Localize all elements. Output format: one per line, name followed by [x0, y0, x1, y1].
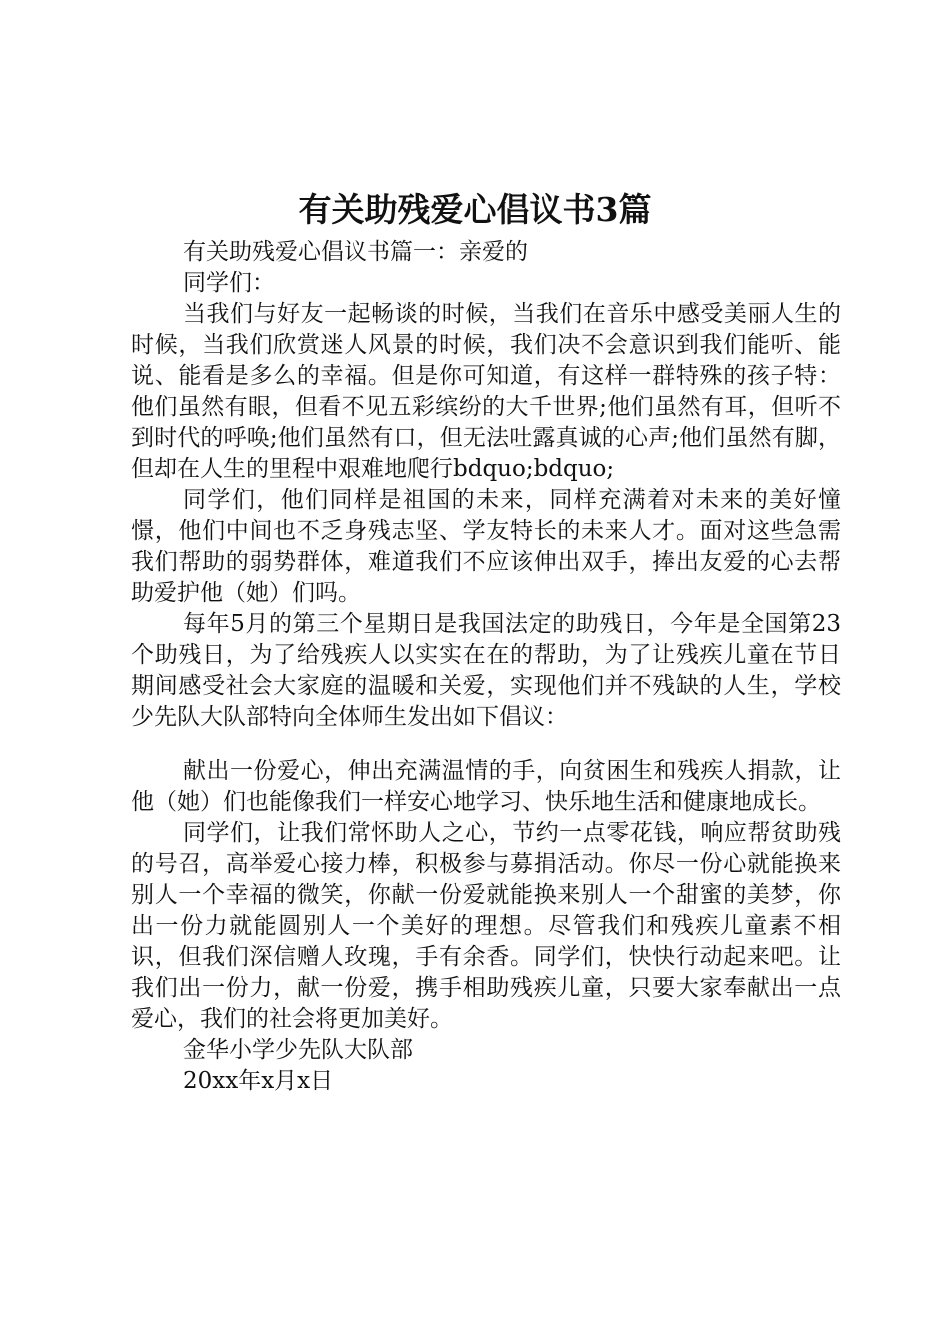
paragraph-3: 每年5月的第三个星期日是我国法定的助残日，今年是全国第23个助残日，为了给残疾人以实实在在的帮助，为了让残疾儿童在节日期间感受社会大家庭的温暖和关爱，实现他们并不残缺的人生，学校少先队大队部特向全体师生发出如下倡议：	[131, 611, 841, 730]
paragraph-2: 同学们，他们同样是祖国的未来，同样充满着对未来的美好憧憬，他们中间也不乏身残志坚、学友特长的未来人才。面对这些急需我们帮助的弱势群体，难道我们不应该伸出双手，捧出友爱的心去帮助爱护他（她）们吗。	[131, 487, 841, 606]
document-body	[131, 237, 841, 1097]
paragraph-4: 献出一份爱心，伸出充满温情的手，向贫困生和残疾人捐款，让他（她）们也能像我们一样安心地学习、快乐地生活和健康地成长。	[131, 758, 841, 815]
signature-line: 金华小学少先队大队部	[183, 1037, 413, 1063]
intro-line: 有关助残爱心倡议书篇一：亲爱的	[183, 239, 528, 265]
paragraph-1: 当我们与好友一起畅谈的时候，当我们在音乐中感受美丽人生的时候，当我们欣赏迷人风景的时候，我们决不会意识到我们能听、能说、能看是多么的幸福。但是你可知道，有这样一群特殊的孩子特：他们虽然有眼，但看不见五彩缤纷的大千世界;他们虽然有耳，但听不到时代的呼唤;他们虽然有口，但无法吐露真诚的心声;他们虽然有脚，但却在人生的里程中艰难地爬行bdquo;bdquo;	[131, 301, 841, 482]
paragraph-5: 同学们，让我们常怀助人之心，节约一点零花钱，响应帮贫助残的号召，高举爱心接力棒，积极参与募捐活动。你尽一份心就能换来别人一个幸福的微笑，你献一份爱就能换来别人一个甜蜜的美梦，你出一份力就能圆别人一个美好的理想。尽管我们和残疾儿童素不相识，但我们深信赠人玫瑰，手有余香。同学们，快快行动起来吧。让我们出一份力，献一份爱，携手相助残疾儿童，只要大家奉献出一点爱心，我们的社会将更加美好。	[131, 820, 841, 1032]
date-line: 20xx年x月x日	[183, 1068, 334, 1094]
document-title: 有关助残爱心倡议书3篇	[298, 190, 652, 229]
greeting-line: 同学们：	[183, 270, 275, 296]
paragraph-gap	[131, 733, 841, 756]
